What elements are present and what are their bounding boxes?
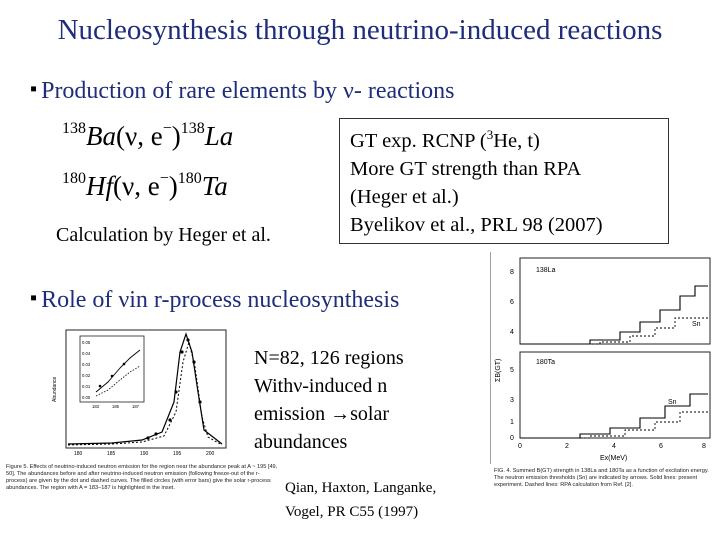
note-line3: emission →solar bbox=[254, 403, 389, 425]
svg-text:4: 4 bbox=[510, 329, 514, 336]
inset-frame bbox=[80, 336, 144, 402]
svg-text:0: 0 bbox=[518, 443, 522, 450]
gt-label-ta: 180Ta bbox=[536, 359, 556, 366]
svg-text:185: 185 bbox=[107, 451, 116, 457]
bullet-rare-elements bbox=[30, 78, 454, 105]
gt-top-yticks bbox=[510, 269, 514, 336]
svg-text:0.02: 0.02 bbox=[82, 373, 91, 378]
svg-text:6: 6 bbox=[510, 299, 514, 306]
svg-text:0.00: 0.00 bbox=[82, 395, 91, 400]
svg-text:0.01: 0.01 bbox=[82, 384, 91, 389]
gt-strength-figure bbox=[490, 252, 720, 464]
svg-text:4: 4 bbox=[612, 443, 616, 450]
gt-bottom-yticks bbox=[510, 367, 514, 442]
svg-text:185: 185 bbox=[112, 404, 119, 409]
svg-text:0.04: 0.04 bbox=[82, 351, 91, 356]
gt-ylabel: ΣB(GT) bbox=[495, 358, 502, 382]
svg-text:187: 187 bbox=[132, 404, 139, 409]
gt-xlabel: Ex(MeV) bbox=[600, 455, 628, 462]
svg-text:0.03: 0.03 bbox=[82, 362, 91, 367]
note-line4: abundances bbox=[254, 431, 348, 453]
note-line2: Withν-induced n bbox=[254, 375, 388, 397]
svg-text:183: 183 bbox=[92, 404, 99, 409]
gt-line1: GT exp. RCNP ($^3$He, t) bbox=[350, 127, 540, 152]
gt-info-box bbox=[339, 118, 669, 244]
sn-label-bottom: Sn bbox=[668, 399, 677, 406]
abundance-xticks bbox=[74, 451, 215, 457]
note-box bbox=[254, 344, 404, 456]
gt-line2: More GT strength than RPA bbox=[350, 157, 582, 180]
bullet-mark: ▪ bbox=[30, 78, 38, 100]
reaction-hf-ta: $^{180}$Hf(ν, e−)$^{180}$Ta bbox=[62, 170, 228, 201]
abundance-ylabel: Abundance bbox=[52, 376, 58, 402]
abundance-caption: Figure 5. Effects of neutrino-induced neutron emission for the region near the abundance peak at A ~ 195 [49, 50]. The abundances before and after neutrino-induced neutron emission (following freeze-out of the r-process) are given by the dot and dashed curves. The filled circles (with error bars) give the solar r-process abundances. The region with A = 183–187 is highlighted in the inset. bbox=[6, 464, 278, 491]
svg-text:2: 2 bbox=[565, 443, 569, 450]
note-line1: N=82, 126 regions bbox=[254, 347, 404, 369]
svg-text:195: 195 bbox=[173, 451, 182, 457]
gt-line3: (Heger et al.) bbox=[350, 185, 459, 208]
svg-text:8: 8 bbox=[510, 269, 514, 276]
bullet-rare-elements-text: Production of rare elements by ν- reactions bbox=[41, 78, 455, 104]
svg-text:5: 5 bbox=[510, 367, 514, 374]
svg-text:190: 190 bbox=[140, 451, 149, 457]
gt-line4: Byelikov et al., PRL 98 (2007) bbox=[350, 213, 603, 236]
reference: Qian, Haxton, Langanke, Vogel, PR C55 (1997) bbox=[285, 480, 437, 520]
svg-text:200: 200 bbox=[206, 451, 215, 457]
svg-text:1: 1 bbox=[510, 419, 514, 426]
sn-label-top: Sn bbox=[692, 321, 701, 328]
svg-text:6: 6 bbox=[659, 443, 663, 450]
svg-text:8: 8 bbox=[702, 443, 706, 450]
svg-text:0: 0 bbox=[510, 435, 514, 442]
svg-text:0.05: 0.05 bbox=[82, 340, 91, 345]
reaction-ba-la: $^{138}$Ba(ν, e−)$^{138}$La bbox=[62, 120, 234, 151]
slide-title: Nucleosynthesis through neutrino-induced reactions bbox=[57, 14, 663, 46]
calc-note: Calculation by Heger et al. bbox=[56, 224, 271, 246]
bullet-r-process: ▪ Role of νin r-process nucleosynthesis bbox=[30, 287, 400, 313]
gt-label-la: 138La bbox=[536, 267, 556, 274]
gt-caption: FIG. 4. Summed B(GT) strength in 138La and 180Ta as a function of excitation energy. The neutron emission thresholds (Sn) are indicated by arrows. Solid lines: present experiment. Dashed lines: RPA calculation from Ref. [2]. bbox=[494, 468, 709, 488]
abundance-figure bbox=[52, 322, 232, 462]
svg-text:3: 3 bbox=[510, 397, 514, 404]
gt-xticks bbox=[518, 443, 706, 450]
svg-text:180: 180 bbox=[74, 451, 83, 457]
